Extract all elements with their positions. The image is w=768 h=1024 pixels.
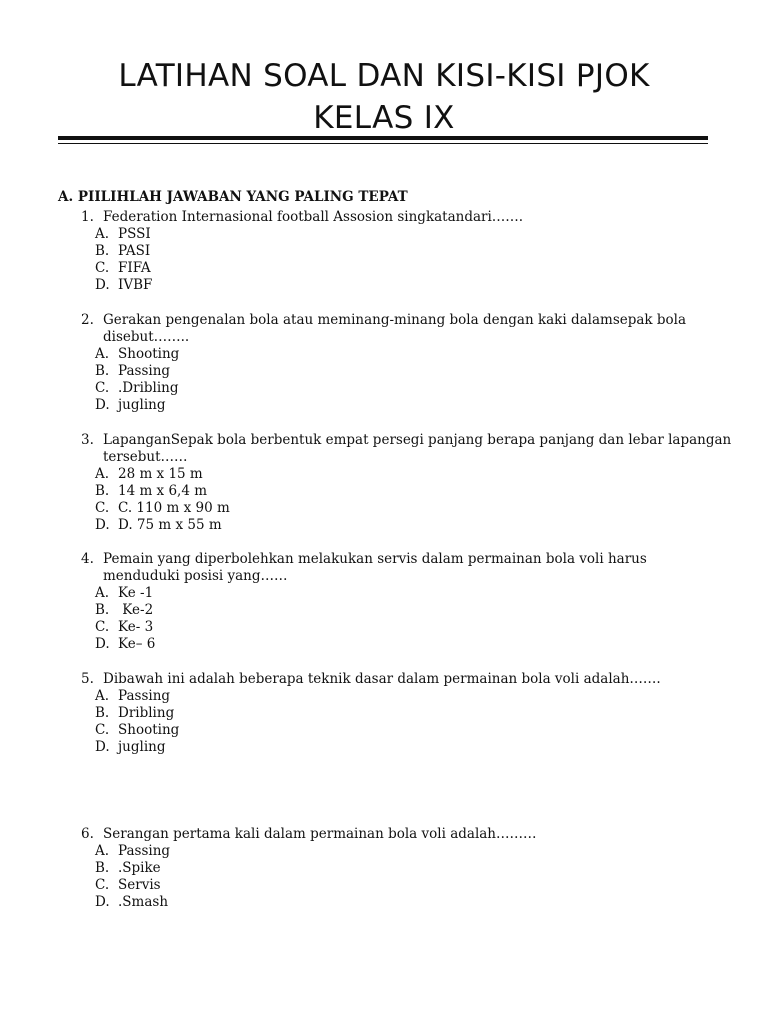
option-letter: A. [95,466,110,482]
question-number: 3. [81,432,94,448]
option-text: PASI [118,243,151,259]
option-letter: C. [95,722,110,738]
question-text: Federation Internasional football Assosion singkatandari……. [103,209,524,225]
answer-option-c [81,380,711,397]
question-text: Serangan pertama kali dalam permainan bola voli adalah……… [103,826,537,842]
answer-option-b [81,363,711,380]
option-text: Ke- 3 [118,619,154,635]
option-text: .Dribling [118,380,179,396]
option-letter: D. [95,739,110,755]
question-6 [81,826,711,911]
question-line [81,568,711,585]
option-text: Passing [118,688,171,704]
answer-options [81,226,711,294]
option-text: Passing [118,843,171,859]
question-line [81,826,711,843]
option-letter: D. [95,397,110,413]
option-letter: D. [95,277,110,293]
answer-options [81,585,711,653]
option-letter: C. [95,260,110,276]
answer-option-b [81,860,711,877]
question-line [81,671,711,688]
option-text: jugling [118,739,166,755]
answer-option-b [81,705,711,722]
question-text: LapanganSepak bola berbentuk empat persegi panjang berapa panjang dan lebar lapangan [103,432,732,448]
question-5 [81,671,711,756]
question-text: Gerakan pengenalan bola atau meminang-minang bola dengan kaki dalamsepak bola [103,312,687,328]
question-text: Pemain yang diperbolehkan melakukan servis dalam permainan bola voli harus [103,551,647,567]
answer-option-a [81,688,711,705]
answer-option-c [81,722,711,739]
option-text: FIFA [118,260,151,276]
answer-options [81,843,711,911]
option-letter: A. [95,585,110,601]
title-divider-thin [58,143,708,144]
answer-option-a [81,585,711,602]
option-letter: C. [95,380,110,396]
question-text: menduduki posisi yang…… [103,568,288,584]
answer-options [81,688,711,756]
option-text: .Smash [118,894,169,910]
option-text: 28 m x 15 m [118,466,203,482]
question-number: 1. [81,209,94,225]
question-2 [81,312,711,414]
question-line [81,551,711,568]
answer-option-d [81,277,711,294]
option-letter: D. [95,894,110,910]
option-letter: A. [95,688,110,704]
option-text: jugling [118,397,166,413]
answer-option-b [81,483,711,500]
option-letter: A. [95,346,110,362]
option-letter: B. [95,860,110,876]
option-text: IVBF [118,277,153,293]
option-text: 14 m x 6,4 m [118,483,208,499]
answer-option-a [81,226,711,243]
question-text: Dibawah ini adalah beberapa teknik dasar dalam permainan bola voli adalah……. [103,671,661,687]
question-line [81,449,711,466]
option-letter: A. [95,226,110,242]
option-text: Ke-2 [118,602,154,618]
title-divider-thick [58,136,708,140]
question-line [81,312,711,329]
answer-option-d [81,517,711,534]
answer-option-c [81,619,711,636]
option-text: Servis [118,877,161,893]
question-number: 2. [81,312,94,328]
option-text: D. 75 m x 55 m [118,517,222,533]
option-text: Dribling [118,705,175,721]
option-text: C. 110 m x 90 m [118,500,230,516]
answer-options [81,346,711,414]
question-1 [81,209,711,294]
option-text: Ke– 6 [118,636,156,652]
option-text: PSSI [118,226,151,242]
answer-option-a [81,843,711,860]
answer-option-b [81,602,711,619]
answer-option-c [81,260,711,277]
answer-option-b [81,243,711,260]
option-letter: B. [95,243,110,259]
answer-options [81,466,711,534]
option-letter: D. [95,636,110,652]
option-text: .Spike [118,860,161,876]
answer-option-a [81,466,711,483]
answer-option-d [81,739,711,756]
answer-option-c [81,877,711,894]
question-number: 5. [81,671,94,687]
question-line [81,329,711,346]
option-letter: C. [95,877,110,893]
answer-option-d [81,894,711,911]
answer-option-d [81,397,711,414]
option-letter: B. [95,602,110,618]
answer-option-c [81,500,711,517]
question-text: disebut…….. [103,329,190,345]
page-title-line-2: KELAS IX [313,100,455,136]
question-text: tersebut…… [103,449,188,465]
option-letter: A. [95,843,110,859]
question-line [81,432,732,449]
question-line [81,209,711,226]
question-number: 4. [81,551,94,567]
question-4 [81,551,711,653]
answer-option-a [81,346,711,363]
question-number: 6. [81,826,94,842]
section-heading: A. PIILIHLAH JAWABAN YANG PALING TEPAT [58,189,408,205]
page-title-line-1: LATIHAN SOAL DAN KISI-KISI PJOK [118,58,650,94]
option-letter: B. [95,705,110,721]
option-letter: C. [95,619,110,635]
option-letter: D. [95,517,110,533]
option-letter: B. [95,363,110,379]
option-text: Passing [118,363,171,379]
option-text: Shooting [118,722,180,738]
option-text: Ke -1 [118,585,154,601]
answer-option-d [81,636,711,653]
option-text: Shooting [118,346,180,362]
option-letter: C. [95,500,110,516]
option-letter: B. [95,483,110,499]
question-3 [81,432,732,534]
